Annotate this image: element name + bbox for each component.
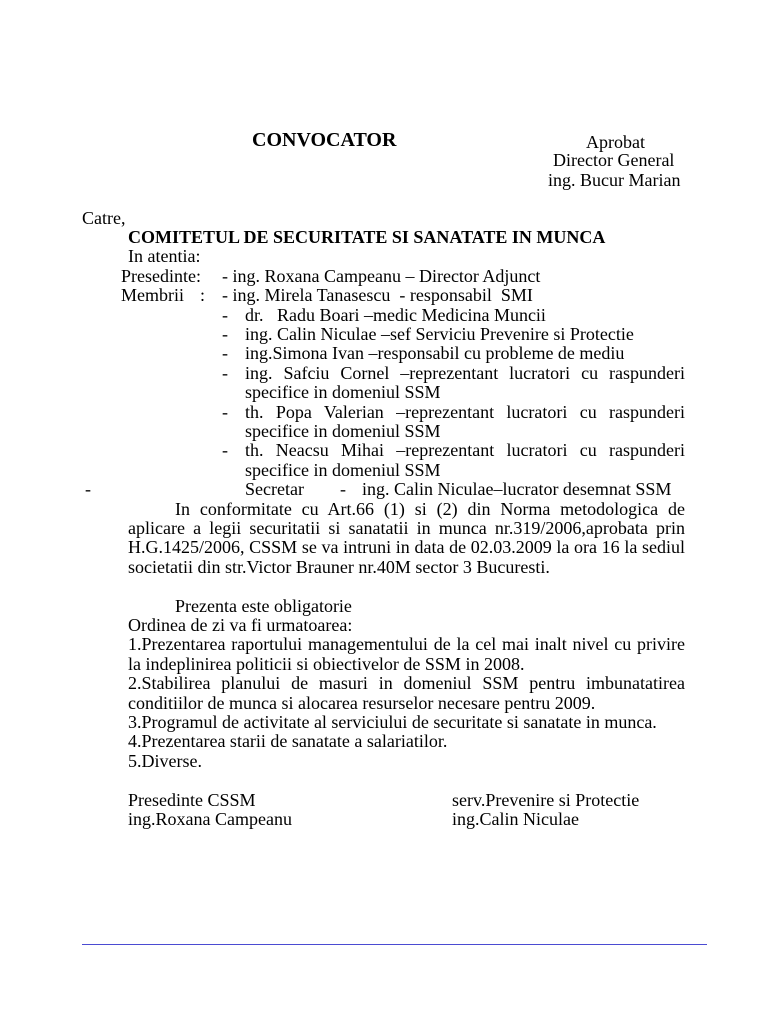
approval-label: Aprobat: [586, 131, 645, 152]
agenda-heading: Ordinea de zi va fi urmatoarea:: [128, 615, 353, 635]
member-entry-first: - ing. Mirela Tanasescu - responsabil SMI: [222, 285, 533, 306]
secretary-leading-dash: -: [85, 479, 91, 500]
member-entry: ing. Safciu Cornel –reprezentant lucratori cu raspunderi: [245, 362, 685, 383]
mandatory-notice: Prezenta este obligatorie: [175, 595, 352, 616]
notice-paragraph-line: aplicare a legii securitatii si sanatatii in munca nr.319/2006,aprobata prin: [128, 518, 685, 538]
member-entry-continuation: specifice in domeniul SSM: [245, 459, 441, 480]
approval-role: Director General: [553, 149, 675, 170]
member-entry: th. Popa Valerian –reprezentant lucratori cu raspunderi: [245, 401, 685, 422]
member-entry: dr. Radu Boari –medic Medicina Muncii: [245, 304, 546, 325]
secretary-entry: ing. Calin Niculae–lucrator desemnat SSM: [362, 479, 672, 500]
agenda-item-line: 3.Programul de activitate al serviciului de securitate si sanatate in munca.: [128, 712, 657, 732]
attention-label: In atentia:: [128, 246, 201, 267]
notice-paragraph-line: In conformitate cu Art.66 (1) si (2) din Norma metodologica de: [175, 498, 685, 519]
notice-paragraph-line: societatii din str.Victor Brauner nr.40M sector 3 Bucuresti.: [128, 556, 550, 577]
president-entry: - ing. Roxana Campeanu – Director Adjunct: [222, 265, 541, 286]
agenda-item-line: la indeplinirea politicii si obiectivelor de SSM in 2008.: [128, 653, 525, 674]
member-dash: -: [222, 440, 228, 461]
document-title: CONVOCATOR: [252, 129, 397, 151]
member-dash: -: [222, 324, 228, 344]
member-dash: -: [222, 401, 228, 422]
secretary-dash: -: [340, 479, 346, 500]
member-entry: th. Neacsu Mihai –reprezentant lucratori cu raspunderi: [245, 440, 685, 461]
agenda-item-line: 4.Prezentarea starii de sanatate a salariatilor.: [128, 731, 448, 752]
member-entry-continuation: specifice in domeniul SSM: [245, 382, 441, 403]
footer-divider: [82, 944, 707, 945]
signature-left-name: ing.Roxana Campeanu: [128, 809, 292, 829]
agenda-item-line: 5.Diverse.: [128, 750, 202, 771]
president-label: Presedinte:: [121, 265, 201, 286]
member-dash: -: [222, 362, 228, 383]
salutation: Catre,: [82, 207, 126, 228]
committee-name: COMITETUL DE SECURITATE SI SANATATE IN MUNCA: [128, 227, 606, 247]
signature-right-name: ing.Calin Niculae: [452, 809, 579, 829]
member-entry: ing. Calin Niculae –sef Serviciu Prevenire si Protectie: [245, 324, 634, 344]
approval-name: ing. Bucur Marian: [548, 169, 681, 190]
member-dash: -: [222, 343, 228, 364]
notice-paragraph-line: H.G.1425/2006, CSSM se va intruni in data de 02.03.2009 la ora 16 la sediul: [128, 537, 685, 558]
signature-right-title: serv.Prevenire si Protectie: [452, 789, 640, 810]
secretary-label: Secretar: [245, 479, 304, 500]
agenda-item-line: 2.Stabilirea planului de masuri in domeniul SSM pentru imbunatatirea: [128, 673, 685, 694]
member-dash: -: [222, 304, 228, 325]
agenda-item-line: 1.Prezentarea raportului managementului de la cel mai inalt nivel cu privire: [128, 634, 685, 655]
signature-left-title: Presedinte CSSM: [128, 789, 256, 810]
members-colon: :: [200, 285, 206, 306]
agenda-item-line: conditiilor de munca si alocarea resurselor necesare pentru 2009.: [128, 692, 596, 713]
member-entry: ing.Simona Ivan –responsabil cu probleme de mediu: [245, 343, 625, 364]
members-label: Membrii: [121, 285, 184, 306]
member-entry-continuation: specifice in domeniul SSM: [245, 421, 441, 441]
